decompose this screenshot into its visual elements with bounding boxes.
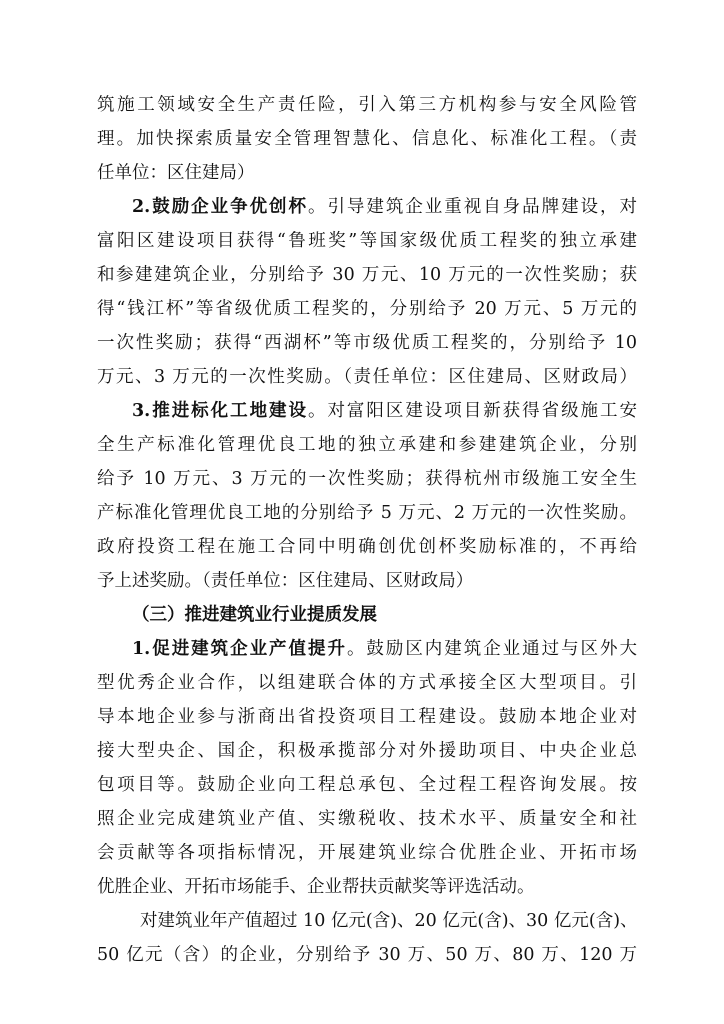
- line-text: 产标准化管理优良工地的分别给予 5 万元、2 万元的一次性奖励。: [97, 503, 637, 523]
- line-text: 会贡献等各项指标情况，开展建筑业综合优胜企业、开拓市场: [97, 843, 637, 863]
- line-text: 得“钱江杯”等省级优质工程奖的，分别给予 20 万元、5 万元的: [97, 299, 637, 319]
- line-text: 富阳区建设项目获得“鲁班奖”等国家级优质工程奖的独立承建: [97, 231, 637, 251]
- line-text: 。对富阳区建设项目新获得省级施工安: [308, 401, 637, 421]
- text-line: [97, 666, 637, 700]
- line-text: 。引导建筑企业重视自身品牌建设，对: [308, 197, 637, 217]
- section-heading: [132, 598, 637, 632]
- line-text: 筑施工领域安全生产责任险，引入第三方机构参与安全风险管: [97, 95, 637, 115]
- line-text: 对建筑业年产值超过 10 亿元(含)、20 亿元(含)、30 亿元(含)、: [140, 911, 638, 931]
- text-line: [97, 700, 637, 734]
- line-text: 和参建建筑企业，分别给予 30 万元、10 万元的一次性奖励；获: [97, 265, 637, 285]
- line-text: 全生产标准化管理优良工地的独立承建和参建建筑企业，分别: [97, 435, 637, 455]
- text-line: [97, 224, 637, 258]
- line-text: 包项目等。鼓励企业向工程总承包、全过程工程咨询发展。按: [97, 775, 637, 795]
- line-text: 型优秀企业合作，以组建联合体的方式承接全区大型项目。引: [97, 673, 637, 693]
- text-line: [97, 734, 637, 768]
- text-line: [97, 258, 637, 292]
- text-line: [132, 394, 637, 428]
- line-text: 。鼓励区内建筑企业通过与区外大: [346, 639, 637, 659]
- text-line: [97, 428, 637, 462]
- text-line: [97, 836, 637, 870]
- clause-heading: 3.推进标化工地建设: [132, 401, 308, 421]
- text-line: [97, 496, 637, 530]
- text-line: [97, 938, 637, 972]
- text-line: [97, 88, 637, 122]
- text-line: [97, 530, 637, 564]
- line-text: 万元、3 万元的一次性奖励。（责任单位：区住建局、区财政局）: [97, 367, 637, 387]
- text-line: [97, 122, 637, 156]
- text-line: [140, 904, 637, 938]
- clause-heading: 2.鼓励企业争优创杯: [132, 197, 308, 217]
- line-text: 接大型央企、国企，积极承揽部分对外援助项目、中央企业总: [97, 741, 637, 761]
- line-text: 50 亿元（含）的企业，分别给予 30 万、50 万、80 万、120 万: [97, 945, 637, 965]
- line-text: 优胜企业、开拓市场能手、企业帮扶贡献奖等评选活动。: [97, 877, 535, 897]
- line-text: 照企业完成建筑业产值、实缴税收、技术水平、质量安全和社: [97, 809, 637, 829]
- text-line: [132, 190, 637, 224]
- text-line: [97, 156, 637, 190]
- line-text: 给予 10 万元、3 万元的一次性奖励；获得杭州市级施工安全生: [97, 469, 637, 489]
- text-line: [97, 292, 637, 326]
- line-text: 导本地企业参与浙商出省投资项目工程建设。鼓励本地企业对: [97, 707, 637, 727]
- line-text: 予上述奖励。（责任单位：区住建局、区财政局）: [97, 571, 474, 591]
- text-line: [97, 462, 637, 496]
- clause-heading: 1.促进建筑企业产值提升: [132, 639, 347, 659]
- text-line: [97, 870, 637, 904]
- line-text: 任单位：区住建局）: [97, 163, 255, 183]
- text-line: [97, 768, 637, 802]
- text-line: [97, 802, 637, 836]
- text-line: [132, 632, 637, 666]
- text-line: [97, 360, 637, 394]
- line-text: 一次性奖励；获得“西湖杯”等市级优质工程奖的，分别给予 10: [97, 333, 637, 353]
- line-text: 理。加快探索质量安全管理智慧化、信息化、标准化工程。（责: [97, 129, 637, 149]
- section-heading-text: （三）推进建筑业行业提质发展: [132, 605, 377, 625]
- line-text: 政府投资工程在施工合同中明确创优创杯奖励标准的，不再给: [97, 537, 637, 557]
- text-line: [97, 564, 637, 598]
- text-line: [97, 326, 637, 360]
